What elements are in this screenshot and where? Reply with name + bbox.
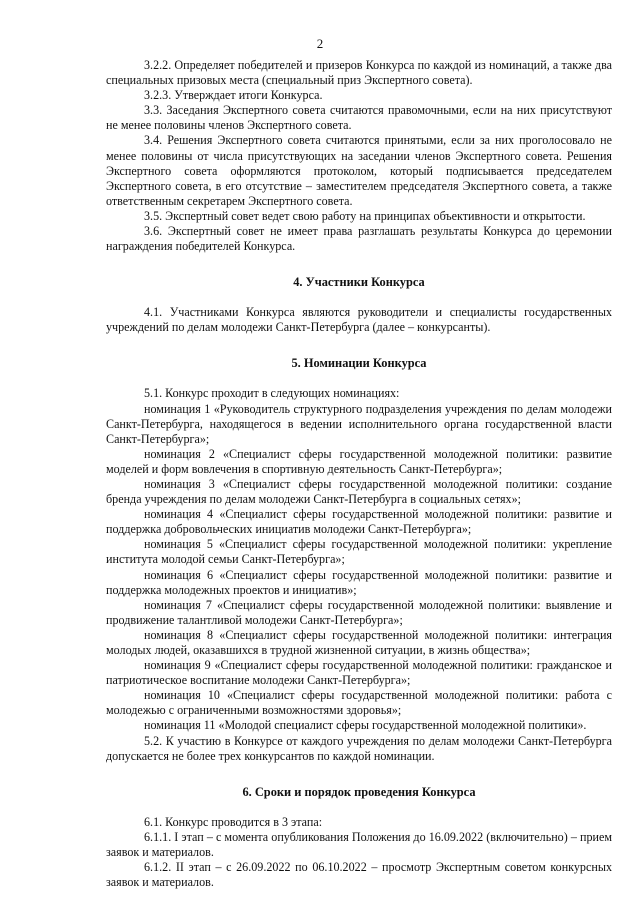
nomination-11: номинация 11 «Молодой специалист сферы государственной молодежной политики».: [144, 718, 587, 733]
paragraph-5-2: 5.2. К участию в Конкурсе от каждого учреждения по делам молодежи Санкт-Петербурга допускается не более трех конкурсантов по каждой номинации.: [106, 733, 612, 763]
paragraph-3-2-3: 3.2.3. Утверждает итоги Конкурса.: [144, 88, 323, 103]
paragraph-4-1: 4.1. Участниками Конкурса являются руководители и специалисты государственных учреждений по делам молодежи Санкт-Петербурга (далее – конкурсанты).: [106, 305, 612, 335]
document-body: [106, 58, 612, 890]
section-6-heading: 6. Сроки и порядок проведения Конкурса: [242, 784, 476, 799]
section-4-heading: 4. Участники Конкурса: [293, 275, 425, 290]
nomination-9: номинация 9 «Специалист сферы государственной молодежной политики: гражданское и патриотическое воспитание молодежи Санкт-Петербурга»;: [106, 658, 612, 688]
paragraph-3-6: 3.6. Экспертный совет не имеет права разглашать результаты Конкурса до церемонии награждения победителей Конкурса.: [106, 224, 612, 254]
nomination-1: номинация 1 «Руководитель структурного подразделения учреждения по делам молодежи Санкт-Петербурга, находящегося в ведении исполнительного органа государственной власти Санкт-Петербурга»;: [106, 401, 612, 446]
paragraph-3-4: 3.4. Решения Экспертного совета считаются принятыми, если за них проголосовало не менее половины от числа присутствующих на заседании членов Экспертного совета. Решения Экспертного совета оформляются протоколом, который подписывается председателем Экспертного совета, в его отсутствие – заместителем председателя Экспертного совета, а также ответственным секретарем Экспертного совета.: [106, 133, 612, 208]
nomination-5: номинация 5 «Специалист сферы государственной молодежной политики: укрепление института молодой семьи Санкт-Петербурга»;: [106, 537, 612, 567]
paragraph-3-5: 3.5. Экспертный совет ведет свою работу на принципах объективности и открытости.: [144, 208, 586, 223]
nomination-6: номинация 6 «Специалист сферы государственной молодежной политики: развитие и поддержка молодежных проектов и инициатив»;: [106, 567, 612, 597]
nomination-10: номинация 10 «Специалист сферы государственной молодежной политики: работа с молодежью с ограниченными возможностями здоровья»;: [106, 688, 612, 718]
nomination-7: номинация 7 «Специалист сферы государственной молодежной политики: выявление и продвижение талантливой молодежи Санкт-Петербурга»;: [106, 597, 612, 627]
nomination-2: номинация 2 «Специалист сферы государственной молодежной политики: развитие моделей и форм вовлечения в спортивную деятельность Санкт-Петербурга»;: [106, 446, 612, 476]
section-5-heading: 5. Номинации Конкурса: [291, 356, 427, 371]
paragraph-3-2-2: 3.2.2. Определяет победителей и призеров Конкурса по каждой из номинаций, а также два специальных призовых места (специальный приз Экспертного совета).: [106, 58, 612, 88]
paragraph-6-1-1: 6.1.1. I этап – с момента опубликования Положения до 16.09.2022 (включительно) – прием заявок и материалов.: [106, 829, 612, 859]
paragraph-6-1-2: 6.1.2. II этап – с 26.09.2022 по 06.10.2022 – просмотр Экспертным советом конкурсных заявок и материалов.: [106, 860, 612, 890]
nomination-4: номинация 4 «Специалист сферы государственной молодежной политики: развитие и поддержка добровольческих инициатив молодежи Санкт-Петербурга»;: [106, 507, 612, 537]
paragraph-6-1: 6.1. Конкурс проводится в 3 этапа:: [144, 814, 323, 829]
nomination-3: номинация 3 «Специалист сферы государственной молодежной политики: создание бренда учреждения по делам молодежи Санкт-Петербурга в социальных сетях»;: [106, 476, 612, 507]
paragraph-5-1: 5.1. Конкурс проходит в следующих номинациях:: [144, 386, 400, 401]
page-number: 2: [316, 36, 324, 51]
nomination-8: номинация 8 «Специалист сферы государственной молодежной политики: интеграция молодых людей, оказавшихся в трудной жизненной ситуации, в жизнь общества»;: [106, 627, 612, 657]
paragraph-3-3: 3.3. Заседания Экспертного совета считаются правомочными, если на них присутствуют не менее половины членов Экспертного совета.: [106, 103, 612, 133]
